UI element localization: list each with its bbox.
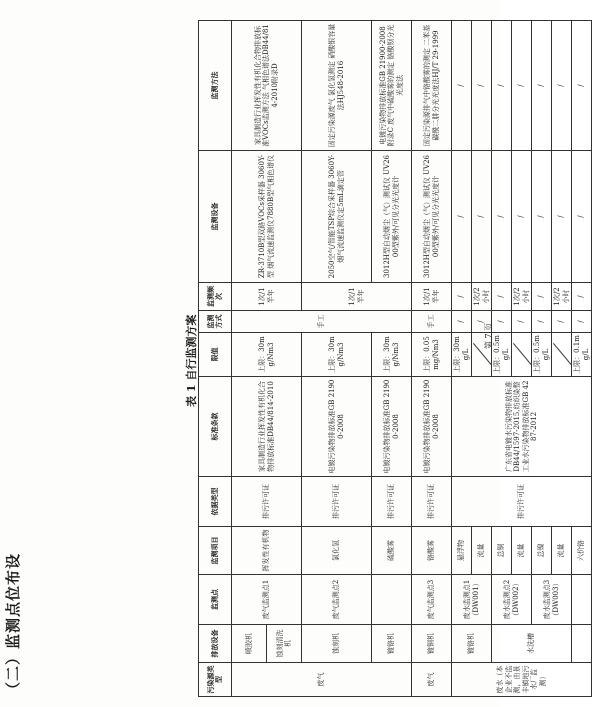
slash-cell: / (472, 21, 492, 151)
table-row (412, 21, 452, 697)
diagonal-line (553, 344, 571, 366)
limit-cell: 上限：30mg/Nm3 (302, 333, 372, 377)
slash-cell: / (492, 151, 512, 283)
standard-cell: 电镀污染物排放标准GB 21900-2008 (412, 377, 452, 477)
header-cell: 标准条款 (199, 377, 232, 477)
table-row (572, 21, 592, 697)
table-row (532, 21, 552, 697)
empty-cell (512, 333, 532, 377)
slash-cell: / (472, 311, 492, 333)
table-row (452, 21, 472, 697)
slash-cell: / (472, 151, 492, 283)
table-row (372, 21, 412, 697)
slash-cell: / (572, 311, 592, 333)
limit-cell: 上限：0.05mg/Nm3 (412, 333, 452, 377)
method-cell: 手工 (412, 311, 452, 333)
slash-cell: / (452, 151, 472, 283)
item-cell: 总铜 (492, 527, 512, 575)
method-cell: 手工 (232, 311, 412, 333)
table-title: 表 1 自行监测方案 (185, 314, 198, 407)
source-type-cell: 废气 (412, 663, 452, 697)
source-type-cell: 废水（本企业不监测，由景丰镇地污水厂监测） (452, 663, 592, 697)
table-row (302, 21, 372, 697)
standard-cell: 家具制造行业挥发性有机化合物排放标准DB44/814-2010 (232, 377, 302, 477)
basis-cell: 排污许可证 (302, 477, 372, 527)
header-cell: 排放设备 (199, 625, 232, 663)
equipment-cell: 镀铜机 (412, 625, 452, 663)
slash-cell: / (532, 311, 552, 333)
slash-cell: / (552, 21, 572, 151)
header-cell: 限值 (199, 333, 232, 377)
point-cell (572, 575, 592, 625)
basis-cell: 排污许可证 (232, 477, 302, 527)
item-cell: 流量 (472, 527, 492, 575)
basis-cell: 排污许可证 (372, 477, 412, 527)
frequency-cell: 1次/1半年 (302, 283, 412, 311)
slash-cell: / (532, 151, 552, 283)
item-cell: 悬浮物 (452, 527, 472, 575)
slash-cell: / (452, 21, 472, 151)
slash-cell: / (532, 21, 552, 151)
item-cell: 氯化氢 (302, 527, 372, 575)
header-cell: 监测设备 (199, 151, 232, 283)
slash-cell: / (492, 21, 512, 151)
method-text-cell: 家具制造行业挥发性有机化合物排放标准VOCs监测方法 气相色谱法DB44/814-2010附录D (232, 21, 302, 151)
monitoring-plan-table (198, 20, 592, 697)
header-cell: 监测项目 (199, 527, 232, 575)
slash-cell: / (512, 311, 532, 333)
point-cell: 废气监测点3 (412, 575, 452, 625)
device-cell: 3012H型自动烟尘（气）测试仪 UV2600型紫外/可见分光光度计 (412, 151, 452, 283)
slash-cell: / (492, 283, 512, 311)
method-text-cell: 固定污染源排气中铬酸雾的测定 二苯基碳酰二肼分光光度法HJ/T 29-1999 (412, 21, 452, 151)
header-row (199, 21, 232, 697)
standard-cell: 电镀污染物排放标准GB 21900-2008 (302, 377, 372, 477)
equipment-cell: 喷胶机 (232, 625, 267, 663)
slash-cell: / (452, 311, 472, 333)
item-cell: 六价铬 (572, 527, 592, 575)
header-cell: 污染源类型 (199, 663, 232, 697)
device-cell: ZR-3710B型双路VOCs采样器 3060Y-型 烟气流速监测仪7880B型气相色谱仪 (232, 151, 302, 283)
limit-cell: 上限：0.5mg/L (492, 333, 512, 377)
slash-cell: / (572, 151, 592, 283)
slash-cell: / (552, 151, 572, 283)
basis-cell: 排污许可证 (412, 477, 452, 527)
header-cell: 监测方式 (199, 311, 232, 333)
limit-cell: 上限：30mg/Nm3 (232, 333, 302, 377)
header-cell: 依据类型 (199, 477, 232, 527)
equipment-cell: 蚀刻机 (302, 625, 372, 663)
point-cell: 废水监测点1（DW001） (452, 575, 492, 625)
table-row (492, 21, 512, 697)
item-cell: 总镍 (532, 527, 552, 575)
frequency-cell: 1次/2小时 (552, 283, 572, 311)
frequency-cell: 1次/1半年 (412, 283, 452, 311)
diagonal-line (513, 344, 531, 366)
slash-cell: / (572, 21, 592, 151)
device-cell: 2050空气/智能TSP综合采样器 3060Y-烟气流速监测仪定5mL滴定管 (302, 151, 372, 283)
slash-cell: / (492, 311, 512, 333)
slash-cell: / (572, 283, 592, 311)
page-number: 第 7 页 (484, 322, 493, 349)
frequency-cell: 1次/2小时 (472, 283, 492, 311)
standard-cell: 广东省电镀水污染物排放标准DB44/1597-2015,纺织染整工业水污染物排放标准GB 4287-2012 (452, 377, 592, 477)
limit-cell: 上限：30mg/Nm3 (372, 333, 412, 377)
slash-cell: / (452, 283, 472, 311)
method-text-cell: 固定污染源废气 氯化氢测定 硝酸银容量法HJ548-2016 (302, 21, 372, 151)
slash-cell: / (512, 21, 532, 151)
slash-cell: / (512, 151, 532, 283)
equipment-cell (572, 625, 592, 663)
frequency-cell: 1次/2小时 (512, 283, 532, 311)
slash-cell: / (552, 311, 572, 333)
item-cell: 硫酸雾 (372, 527, 412, 575)
item-cell: 铬酸雾 (412, 527, 452, 575)
point-cell: 废水监测点2（DW002） (492, 575, 532, 625)
rotated-content (0, 7, 590, 707)
empty-cell (552, 333, 572, 377)
equipment-cell: 镀铬机 (372, 625, 412, 663)
header-cell: 监测点 (199, 575, 232, 625)
standard-cell: 电镀污染物排放标准GB 21900-2008 (372, 377, 412, 477)
table-row (232, 21, 267, 697)
point-cell: 废气监测点2 (302, 575, 372, 625)
equipment-cell: 镀铬机 (452, 625, 492, 663)
item-cell: 流量 (512, 527, 532, 575)
slash-cell: / (532, 283, 552, 311)
item-cell: 挥发性有机物 (232, 527, 302, 575)
point-cell: 废水监测点3（DW003） (532, 575, 572, 625)
limit-cell: 上限：30mg/L (452, 333, 472, 377)
point-cell: 废气监测点1 (232, 575, 302, 625)
frequency-cell: 1次/1半年 (232, 283, 302, 311)
header-cell: 监测频次 (199, 283, 232, 311)
basis-cell: 排污许可证 (452, 477, 592, 527)
section-title: （二）监测点位布设 (4, 552, 22, 697)
equipment-cell: 蚀刻清洗机 (267, 625, 302, 663)
limit-cell: 上限：0.1mg/L (572, 333, 592, 377)
source-type-cell: 废气 (232, 663, 412, 697)
header-cell: 监测方法 (199, 21, 232, 151)
device-cell: 3012H型自动烟尘（气）测试仪 UV2600型紫外/可见分光光度计 (372, 151, 412, 283)
point-cell (372, 575, 412, 625)
item-cell: 流量 (552, 527, 572, 575)
method-text-cell: 电镀污染物排放标准GB 21900-2008附录C 废气中硫酸雾的测定 铬酸钡分光光度法 (372, 21, 412, 151)
limit-cell: 上限：0.5mg/L (532, 333, 552, 377)
equipment-cell: 水洗槽 (492, 625, 572, 663)
